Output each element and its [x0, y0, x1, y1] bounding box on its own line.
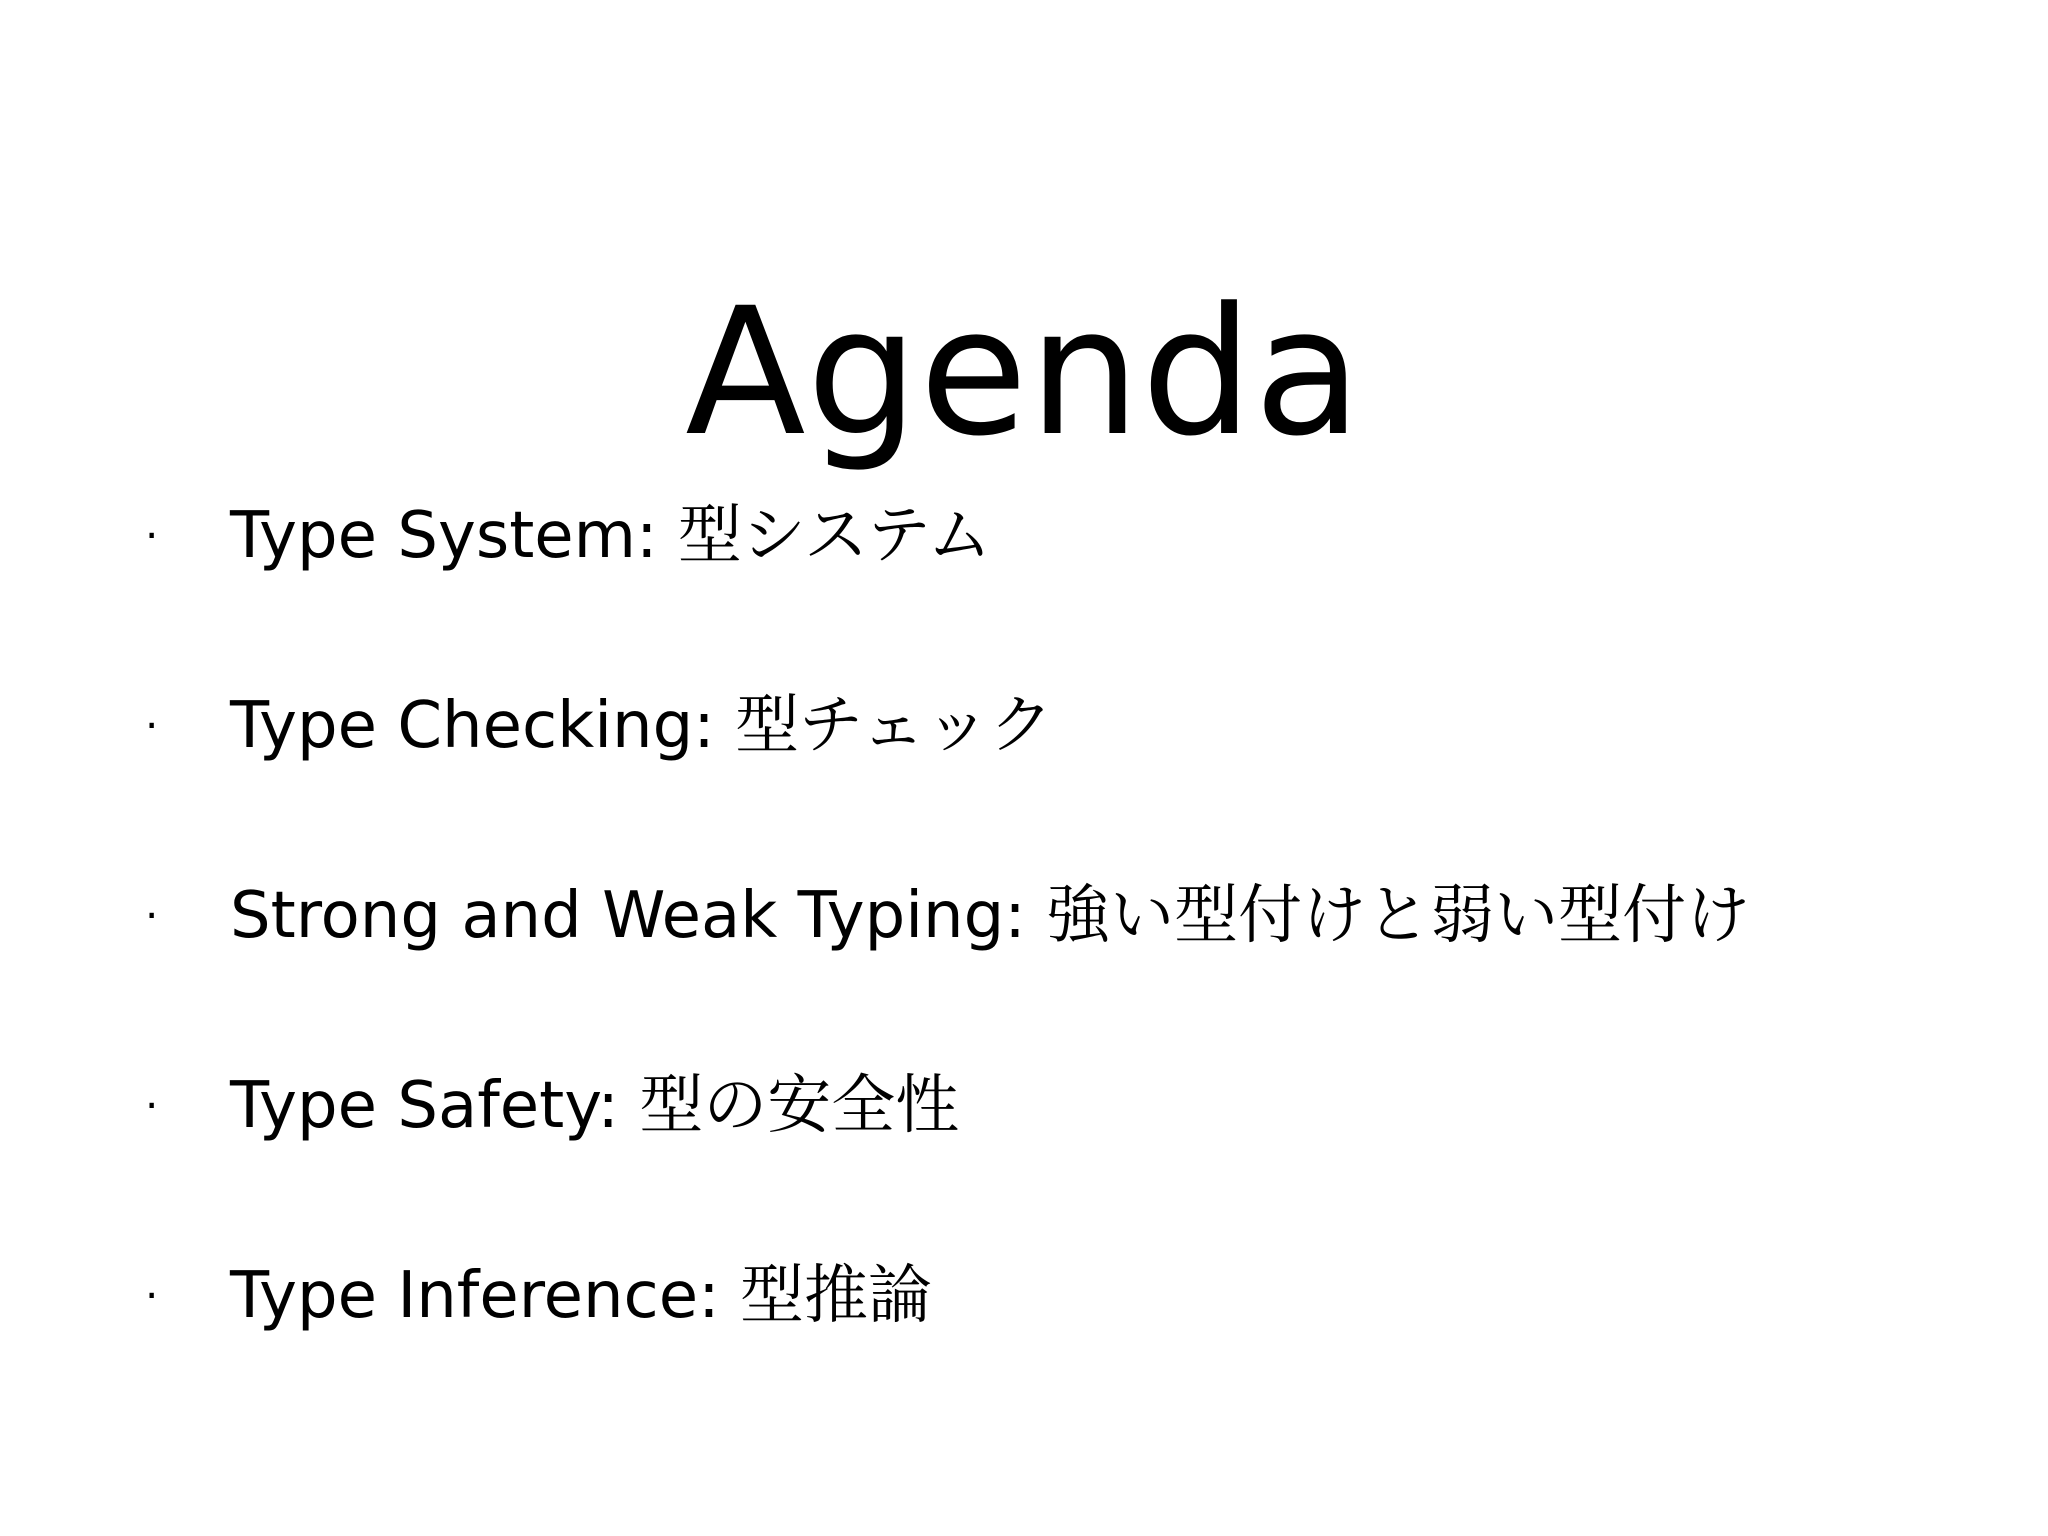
agenda-item-text: Type System: 型システム — [230, 499, 992, 573]
agenda-item-text: Strong and Weak Typing: 強い型付けと弱い型付け — [230, 879, 1751, 953]
agenda-item — [145, 1058, 959, 1154]
bullet-marker: · — [145, 701, 159, 750]
bullet-marker: · — [145, 511, 159, 560]
agenda-item-text: Type Inference: 型推論 — [230, 1259, 932, 1333]
agenda-item-text: Type Checking: 型チェック — [230, 689, 1054, 763]
slide-title: Agenda — [685, 269, 1363, 475]
bullet-marker: · — [145, 1081, 159, 1130]
agenda-item — [145, 678, 1053, 774]
agenda-item — [145, 488, 992, 584]
bullet-marker: · — [145, 891, 159, 940]
agenda-item — [145, 1248, 932, 1344]
bullet-marker: · — [145, 1271, 159, 1320]
agenda-item-text: Type Safety: 型の安全性 — [230, 1069, 960, 1143]
agenda-item — [145, 868, 1750, 964]
